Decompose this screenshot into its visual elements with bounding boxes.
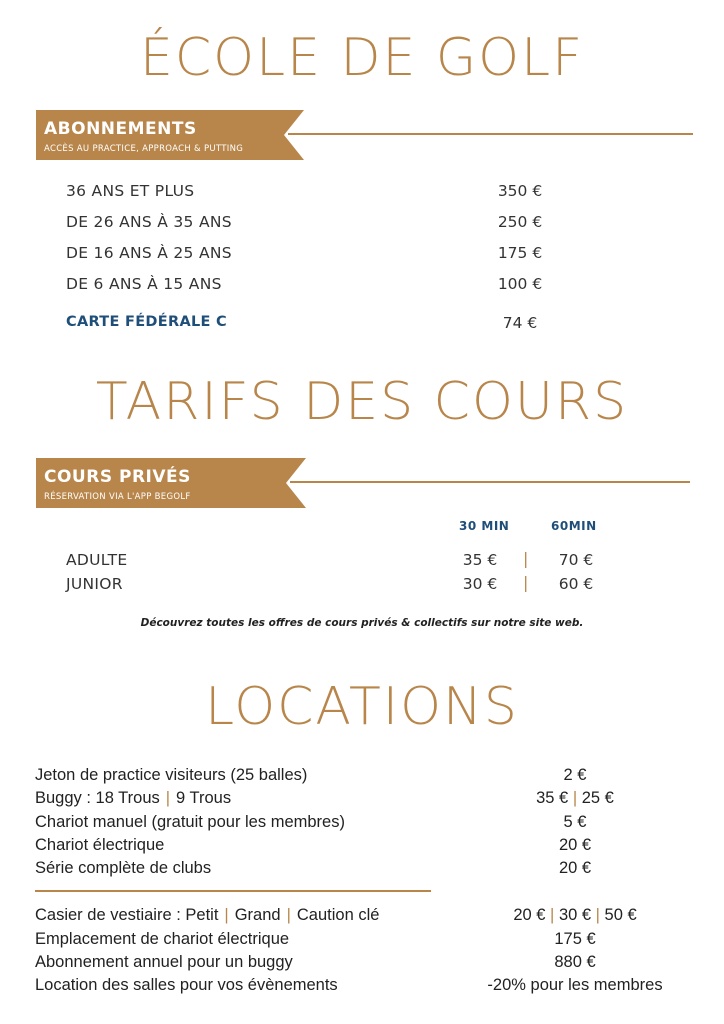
location-price: 20 € bbox=[558, 836, 592, 854]
location-label: Abonnement annuel pour un buggy bbox=[35, 953, 293, 971]
location-price: 20 € bbox=[558, 859, 592, 877]
casier-petit-price: 20 € bbox=[513, 906, 546, 924]
location-price-casier bbox=[470, 906, 680, 925]
casier-caution-price: 50 € bbox=[604, 906, 637, 924]
abonnement-price: 350 € bbox=[497, 182, 543, 200]
location-price-buggy bbox=[470, 789, 680, 808]
location-label: Chariot électrique bbox=[35, 836, 165, 854]
separator: | bbox=[165, 789, 171, 807]
buggy-9-label: 9 Trous bbox=[176, 789, 232, 807]
divider bbox=[288, 133, 693, 135]
tarifs-title: TARIFS DES COURS bbox=[95, 372, 629, 432]
abonnement-price: 250 € bbox=[497, 213, 543, 231]
divider bbox=[35, 890, 431, 892]
abonnement-label: 36 ANS ET PLUS bbox=[66, 182, 195, 200]
location-label-buggy bbox=[35, 789, 231, 808]
carte-federale-price: 74 € bbox=[502, 314, 538, 332]
location-price: 880 € bbox=[554, 953, 596, 971]
cours-price-30: 35 € bbox=[462, 551, 498, 569]
abonnements-heading: ABONNEMENTS bbox=[44, 119, 197, 139]
location-price: 175 € bbox=[554, 930, 596, 948]
cours-banner bbox=[36, 458, 306, 508]
cours-price-60: 70 € bbox=[558, 551, 594, 569]
buggy-18-label: Buggy : 18 Trous bbox=[35, 789, 160, 807]
abonnement-label: DE 6 ANS À 15 ANS bbox=[66, 275, 222, 293]
casier-petit-label: Casier de vestiaire : Petit bbox=[35, 906, 219, 924]
separator: | bbox=[595, 906, 600, 924]
location-price: -20% pour les membres bbox=[487, 976, 663, 994]
divider bbox=[290, 481, 690, 483]
cours-heading: COURS PRIVÉS bbox=[44, 467, 191, 487]
cours-label: JUNIOR bbox=[66, 575, 123, 593]
separator: | bbox=[523, 549, 529, 568]
separator: | bbox=[523, 573, 529, 592]
location-price: 5 € bbox=[563, 813, 587, 831]
separator: | bbox=[550, 906, 555, 924]
cours-price-30: 30 € bbox=[462, 575, 498, 593]
cours-note: Découvrez toutes les offres de cours privés & collectifs sur notre site web. bbox=[140, 617, 584, 629]
casier-caution-label: Caution clé bbox=[296, 906, 380, 924]
location-label: Emplacement de chariot électrique bbox=[35, 930, 290, 948]
cours-subheading: RÉSERVATION VIA L'APP BEGOLF bbox=[44, 492, 191, 502]
buggy-9-price: 25 € bbox=[581, 789, 614, 807]
abonnement-label: DE 26 ANS À 35 ANS bbox=[66, 213, 232, 231]
abonnement-price: 175 € bbox=[497, 244, 543, 262]
location-label: Jeton de practice visiteurs (25 balles) bbox=[35, 766, 308, 784]
location-label: Série complète de clubs bbox=[35, 859, 212, 877]
separator: | bbox=[572, 789, 578, 807]
buggy-18-price: 35 € bbox=[536, 789, 569, 807]
location-label: Location des salles pour vos évènements bbox=[35, 976, 338, 994]
abonnement-price: 100 € bbox=[497, 275, 543, 293]
col-30min-header: 30 MIN bbox=[459, 519, 510, 533]
casier-grand-label: Grand bbox=[234, 906, 281, 924]
abonnement-label: DE 16 ANS À 25 ANS bbox=[66, 244, 232, 262]
cours-label: ADULTE bbox=[66, 551, 128, 569]
separator: | bbox=[286, 906, 291, 924]
abonnements-banner bbox=[36, 110, 304, 160]
location-label-casier bbox=[35, 906, 379, 925]
carte-federale-label: CARTE FÉDÉRALE C bbox=[66, 314, 227, 330]
locations-title: LOCATIONS bbox=[205, 677, 519, 737]
abonnements-subheading: ACCÈS AU PRACTICE, APPROACH & PUTTING bbox=[44, 144, 244, 154]
location-price: 2 € bbox=[563, 766, 587, 784]
page-title: ÉCOLE DE GOLF bbox=[140, 28, 584, 88]
casier-grand-price: 30 € bbox=[558, 906, 592, 924]
separator: | bbox=[224, 906, 229, 924]
location-label: Chariot manuel (gratuit pour les membres) bbox=[35, 813, 345, 831]
cours-price-60: 60 € bbox=[558, 575, 594, 593]
col-60min-header: 60MIN bbox=[551, 519, 597, 533]
